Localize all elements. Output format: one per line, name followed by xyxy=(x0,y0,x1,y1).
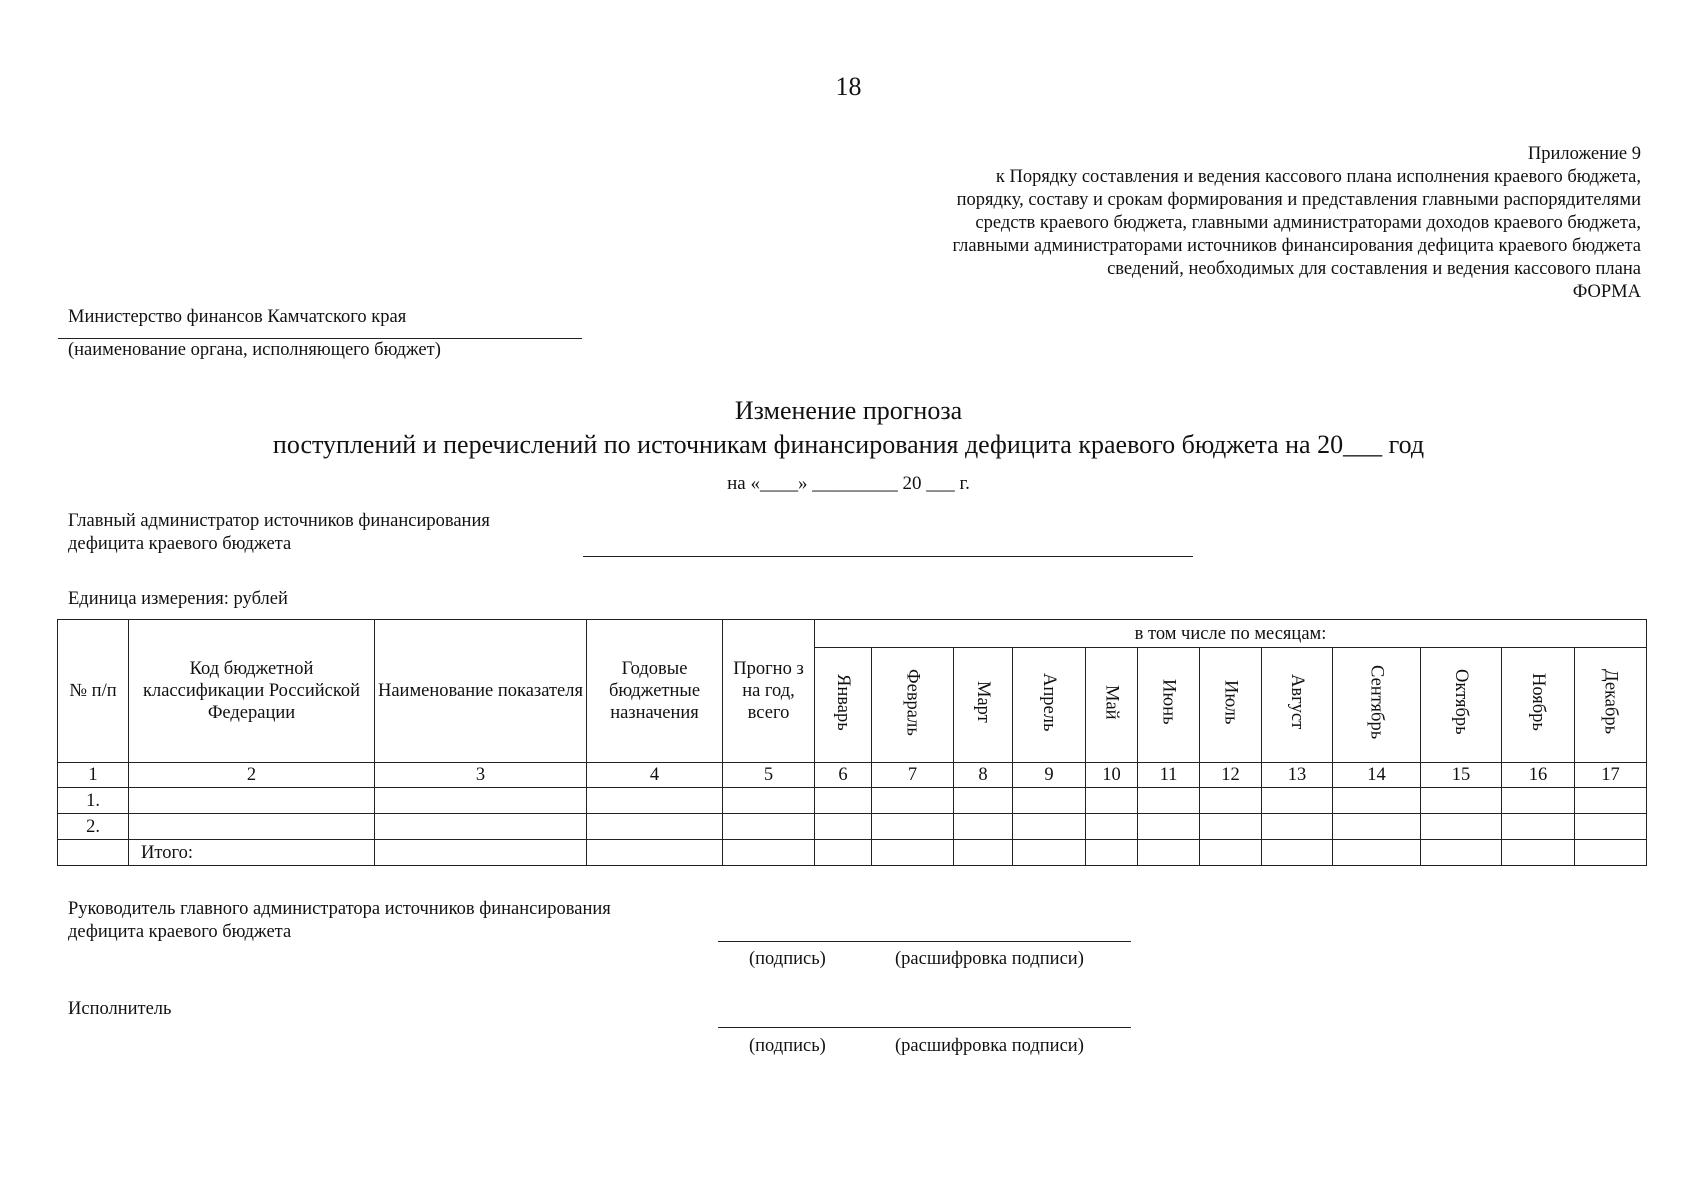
column-number: 4 xyxy=(587,763,723,788)
row-number xyxy=(58,840,129,866)
table-cell xyxy=(375,788,587,814)
month-label: Август xyxy=(1287,674,1307,730)
appendix-line: порядку, составу и срокам формирования и представления главными распорядителями xyxy=(956,190,1641,210)
row-label xyxy=(129,814,375,840)
administrator-label xyxy=(68,510,490,556)
table-cell xyxy=(1262,788,1333,814)
table-cell xyxy=(1333,840,1421,866)
table-cell xyxy=(1333,788,1421,814)
executor-label: Исполнитель xyxy=(68,999,172,1019)
header-annual: Годовые бюджетные назначения xyxy=(587,620,723,763)
table-cell xyxy=(1262,814,1333,840)
table-cell xyxy=(723,840,815,866)
head-signature-label-line: дефицита краевого бюджета xyxy=(68,922,292,942)
month-label: Ноябрь xyxy=(1528,673,1548,731)
table-cell xyxy=(1138,840,1200,866)
organization-caption: (наименование органа, исполняющего бюджет) xyxy=(68,340,441,360)
table-cell xyxy=(1575,814,1647,840)
signature-caption: (подпись) xyxy=(749,949,826,969)
header-month xyxy=(1086,648,1138,763)
document-title: Изменение прогноза xyxy=(734,396,963,425)
column-number-row xyxy=(58,763,1647,788)
table-cell xyxy=(1421,840,1502,866)
decoding-caption: (расшифровка подписи) xyxy=(895,949,1084,969)
row-label xyxy=(129,788,375,814)
table-cell xyxy=(1502,788,1575,814)
column-number: 8 xyxy=(954,763,1013,788)
table-cell xyxy=(1262,840,1333,866)
table-cell xyxy=(723,788,815,814)
table-row xyxy=(58,814,1647,840)
appendix-line: Приложение 9 xyxy=(1527,144,1641,164)
table-cell xyxy=(1013,840,1086,866)
month-label: Май xyxy=(1101,684,1122,720)
header-month xyxy=(872,648,954,763)
column-number: 2 xyxy=(129,763,375,788)
table-cell xyxy=(1138,788,1200,814)
head-signature-label-line: Руководитель главного администратора источников финансирования xyxy=(68,899,611,919)
total-label: Итого: xyxy=(129,840,375,866)
month-label: Сентябрь xyxy=(1366,664,1387,740)
header-name: Наименование показателя xyxy=(375,620,587,763)
table-cell xyxy=(1502,840,1575,866)
row-number: 2. xyxy=(58,814,129,840)
table-cell xyxy=(1086,814,1138,840)
table-cell xyxy=(954,840,1013,866)
table-cell xyxy=(1013,814,1086,840)
table-cell xyxy=(815,814,872,840)
decoding-caption: (расшифровка подписи) xyxy=(895,1036,1084,1056)
table-cell xyxy=(723,814,815,840)
header-forecast: Прогно з на год, всего xyxy=(723,620,815,763)
column-number: 16 xyxy=(1502,763,1575,788)
head-signature-line xyxy=(718,941,1131,942)
column-number: 12 xyxy=(1200,763,1262,788)
appendix-block xyxy=(952,143,1641,304)
table-cell xyxy=(587,788,723,814)
table-cell xyxy=(1421,788,1502,814)
header-month xyxy=(1502,648,1575,763)
month-label: Февраль xyxy=(902,668,923,736)
table-cell xyxy=(1200,840,1262,866)
header-month xyxy=(954,648,1013,763)
form-label: ФОРМА xyxy=(1572,282,1641,302)
executor-signature-line xyxy=(718,1027,1131,1028)
table-cell xyxy=(1138,814,1200,840)
header-month xyxy=(1138,648,1200,763)
column-number: 1 xyxy=(58,763,129,788)
forecast-table xyxy=(57,619,1647,866)
column-number: 5 xyxy=(723,763,815,788)
header-month xyxy=(1421,648,1502,763)
month-label: Март xyxy=(973,681,993,723)
header-code: Код бюджетной классификации Российской Федерации xyxy=(129,620,375,763)
column-number: 11 xyxy=(1138,763,1200,788)
table-cell xyxy=(1575,840,1647,866)
month-label: Июнь xyxy=(1158,679,1179,725)
administrator-label-line: Главный администратор источников финансирования xyxy=(68,511,490,531)
table-cell xyxy=(1086,788,1138,814)
page-number: 18 xyxy=(835,72,862,101)
table-cell xyxy=(954,814,1013,840)
table-cell xyxy=(1575,788,1647,814)
table-cell xyxy=(815,840,872,866)
table-cell xyxy=(1013,788,1086,814)
column-number: 10 xyxy=(1086,763,1138,788)
table-cell xyxy=(872,814,954,840)
table-row xyxy=(58,788,1647,814)
month-label: Январь xyxy=(833,673,853,731)
header-month xyxy=(1575,648,1647,763)
table-cell xyxy=(954,788,1013,814)
appendix-line: средств краевого бюджета, главными администраторами доходов краевого бюджета, xyxy=(975,213,1641,233)
column-number: 17 xyxy=(1575,763,1647,788)
table-cell xyxy=(1502,814,1575,840)
month-label: Апрель xyxy=(1039,672,1059,732)
table-cell xyxy=(1200,814,1262,840)
column-number: 14 xyxy=(1333,763,1421,788)
month-label: Июль xyxy=(1220,679,1241,725)
header-months-group: в том числе по месяцам: xyxy=(815,620,1647,648)
table-cell xyxy=(375,814,587,840)
table-cell xyxy=(1200,788,1262,814)
column-number: 15 xyxy=(1421,763,1502,788)
row-number: 1. xyxy=(58,788,129,814)
signature-caption: (подпись) xyxy=(749,1036,826,1056)
header-month xyxy=(1333,648,1421,763)
column-number: 13 xyxy=(1262,763,1333,788)
header-month xyxy=(1013,648,1086,763)
table-cell xyxy=(587,840,723,866)
organization-underline xyxy=(58,338,582,339)
table-cell xyxy=(872,788,954,814)
month-label: Декабрь xyxy=(1600,669,1621,735)
administrator-fill-line xyxy=(583,556,1193,557)
administrator-label-line: дефицита краевого бюджета xyxy=(68,534,292,554)
table-cell xyxy=(1333,814,1421,840)
table-cell xyxy=(1086,840,1138,866)
header-num: № п/п xyxy=(58,620,129,763)
column-number: 6 xyxy=(815,763,872,788)
appendix-line: к Порядку составления и ведения кассового плана исполнения краевого бюджета, xyxy=(995,167,1641,187)
month-label: Октябрь xyxy=(1451,669,1471,735)
table-cell xyxy=(1421,814,1502,840)
table-cell xyxy=(587,814,723,840)
table-cell xyxy=(815,788,872,814)
column-number: 7 xyxy=(872,763,954,788)
header-month xyxy=(1262,648,1333,763)
unit-label: Единица измерения: рублей xyxy=(68,589,288,609)
column-number: 9 xyxy=(1013,763,1086,788)
header-month xyxy=(1200,648,1262,763)
header-month xyxy=(815,648,872,763)
head-signature-label xyxy=(68,898,611,944)
total-row xyxy=(58,840,1647,866)
table-cell xyxy=(872,840,954,866)
appendix-line: главными администраторами источников финансирования дефицита краевого бюджета xyxy=(952,236,1641,256)
column-number: 3 xyxy=(375,763,587,788)
as-of-date: на «____» _________ 20 ___ г. xyxy=(727,473,970,494)
organization-name: Министерство финансов Камчатского края xyxy=(68,307,407,327)
document-subtitle: поступлений и перечислений по источникам финансирования дефицита краевого бюджета на 20___ год xyxy=(272,430,1425,459)
appendix-line: сведений, необходимых для составления и ведения кассового плана xyxy=(1107,259,1641,279)
table-cell xyxy=(375,840,587,866)
